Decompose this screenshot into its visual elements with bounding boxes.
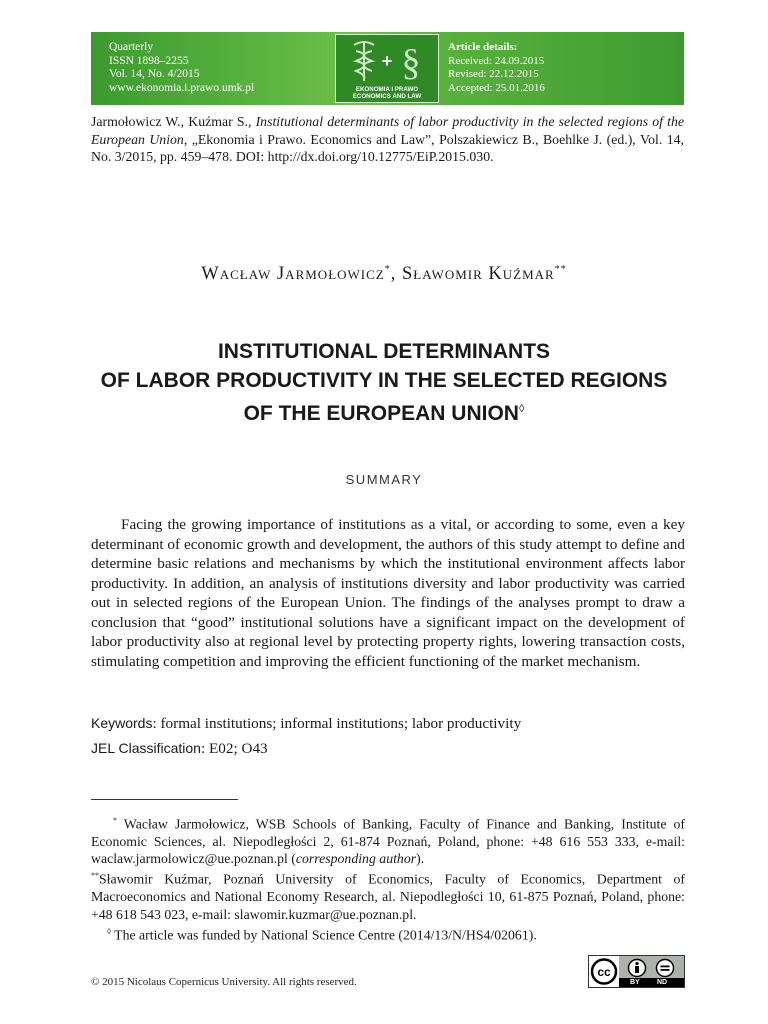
journal-frequency: Quarterly <box>109 41 154 53</box>
journal-website-link[interactable]: www.ekonomia.i.prawo.umk.pl <box>109 81 255 94</box>
citation <box>91 113 684 166</box>
footnotes <box>91 812 685 944</box>
article-details <box>448 41 545 95</box>
footnote-2: **Sławomir Kuźmar, Poznań University of Economics, Faculty of Economics, Department of Macroeconomics and National Economy Research, al. Niepodległości 10, 61-875 Poznań, Poland, phone: +48 618 543 023, e-mail: slawomir.kuzmar@ue.poznan.pl. <box>91 871 685 922</box>
article-details-title: Article details: <box>448 41 518 53</box>
svg-text:+: + <box>381 51 393 71</box>
footnote-1: * Wacław Jarmołowicz, WSB Schools of Banking, Faculty of Finance and Banking, Institute of Economic Sciences, al. Niepodległości 2, 61-874 Poznań, Poland, phone: +48 616 553 333, e-mail: waclaw.jarmolowicz@ue.poznan.pl (corresponding author). <box>91 816 685 867</box>
journal-banner <box>91 32 684 105</box>
author-1: Wacław Jarmołowicz <box>201 264 385 285</box>
attribution-noderivs-icons <box>625 958 681 978</box>
keywords-value: : formal institutions; informal institutions; labor productivity <box>152 715 522 732</box>
journal-issn: ISSN 1898–2255 <box>109 54 189 67</box>
footnote-divider <box>91 799 238 800</box>
author-1-footnote-mark[interactable]: * <box>384 264 391 275</box>
license-terms-bar <box>619 978 684 987</box>
license-by: BY <box>630 979 640 986</box>
footnote-3: ◊ The article was funded by National Science Centre (2014/13/N/HS4/02061). <box>107 926 537 943</box>
author-line <box>0 264 768 285</box>
summary-heading: SUMMARY <box>345 472 423 487</box>
author-2-footnote-mark[interactable]: ** <box>554 264 567 275</box>
jel-value: : E02; O43 <box>200 740 268 757</box>
citation-title: Institutional determinants of labor productivity in the selected regions of the European Union <box>91 114 684 147</box>
revised-date: Revised: 22.12.2015 <box>448 68 539 80</box>
received-date: Received: 24.09.2015 <box>448 54 545 67</box>
title-line-2: OF LABOR PRODUCTIVITY IN THE SELECTED REGIONS <box>100 368 668 392</box>
author-2: Sławomir Kuźmar <box>401 264 555 285</box>
paper-title <box>0 338 768 429</box>
jel-label: JEL Classification <box>91 740 201 756</box>
svg-text:§: § <box>401 42 421 84</box>
journal-logo <box>335 34 439 103</box>
keywords <box>91 714 521 733</box>
cc-license-badge[interactable] <box>588 955 685 988</box>
copyright-notice: © 2015 Nicolaus Copernicus University. All rights reserved. <box>91 976 357 988</box>
svg-text:cc: cc <box>597 965 611 979</box>
jel-classification <box>91 739 268 758</box>
citation-authors: Jarmołowicz W., Kuźmar S., <box>91 114 256 129</box>
title-footnote-mark[interactable]: ◊ <box>518 403 525 415</box>
journal-info <box>109 41 254 95</box>
logo-caption: EKONOMIA I PRAWO ECONOMICS AND LAW <box>352 86 422 100</box>
citation-details: , „Ekonomia i Prawo. Economics and Law”, Polszakiewicz B., Boehlke J. (ed.), Vol. 14, No. 3/2015, pp. 459–478. DOI: http://dx.doi.org/10.12775/EiP.2015.030. <box>91 131 685 164</box>
license-nd: ND <box>657 979 668 986</box>
title-line-1: INSTITUTIONAL DETERMINANTS <box>217 340 551 363</box>
journal-volume: Vol. 14, No. 4/2015 <box>109 68 200 80</box>
cc-logo-icon <box>589 956 619 987</box>
keywords-label: Keywords <box>91 715 153 731</box>
abstract-text: Facing the growing importance of institutions as a vital, or according to some, even a key determinant of economic growth and development, the authors of this study attempt to define and determine basic relations and mechanisms by which the institutional environment affects labor productivity. In addition, an analysis of institutions diversity and labor productivity was carried out in selected regions of the European Union. The findings of the analyses prompt to draw a conclusion that “good” institutional solutions have a significant impact on the development of labor productivity also at regional level by protecting property rights, lowering transaction costs, stimulating competition and improving the efficient functioning of the market mechanism. <box>91 516 685 670</box>
title-line-3: OF THE EUROPEAN UNION <box>243 402 519 425</box>
caduceus-paragraph-icon <box>336 35 438 85</box>
author-separator: , <box>390 264 402 285</box>
accepted-date: Accepted: 25.01.2016 <box>448 81 545 94</box>
